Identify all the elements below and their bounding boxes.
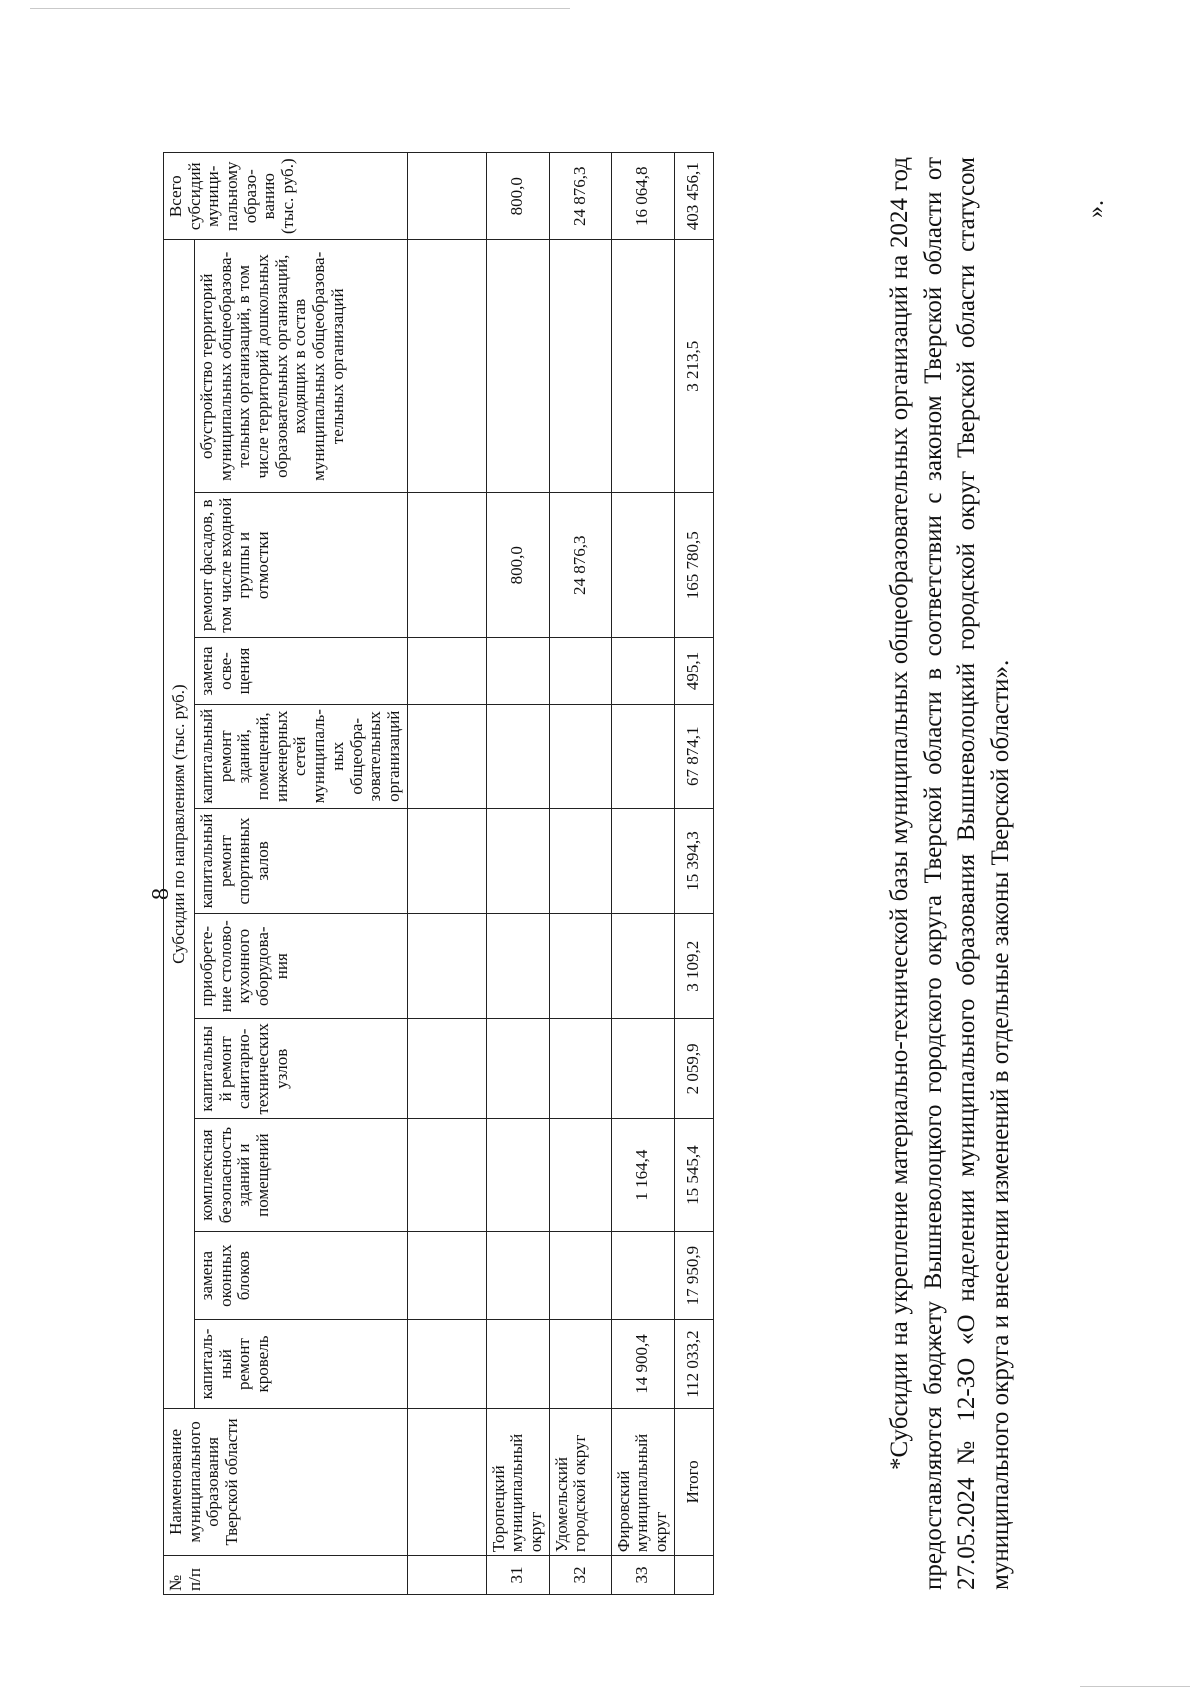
- cell: [611, 638, 674, 704]
- row-name: Удомельский городской округ: [549, 1408, 611, 1555]
- cell: [611, 914, 674, 1019]
- cell: 800,0: [486, 493, 549, 638]
- total-cell: 17 950,9: [674, 1231, 713, 1319]
- grand-total: 403 456,1: [674, 153, 713, 240]
- cell: [486, 1019, 549, 1119]
- header-col: комплексная безопасность зданий и помещений: [195, 1119, 408, 1232]
- header-col: обустройство территорий муниципальных общеобразова-тельных организаций, в том числе территорий дошкольных образовательных организаций, входящих в состав муниципальных общеобразова-тельных организаций: [195, 240, 408, 493]
- cell: [486, 1320, 549, 1408]
- cell: [611, 1019, 674, 1119]
- cell: [486, 638, 549, 704]
- cell: [611, 1231, 674, 1319]
- header-col: замена осве-щения: [195, 638, 408, 704]
- footnote-text: *Субсидии на укрепление материально-технической базы муниципальных общеобразовательных организаций на 2024 год предоставляются бюджету Вышневолоцкого городского округа Тверской области в соответствии с законом Тверской области от 27.05.2024 № 12-ЗО «О наделении муниципального образования Вышневолоцкий городской округ Тверской области статусом муниципального округа и внесении изменений в отдельные законы Тверской области».: [886, 157, 1014, 1590]
- cell: [486, 914, 549, 1019]
- header-col: капитальный ремонт санитарно-технических узлов: [195, 1019, 408, 1119]
- cell: [549, 1231, 611, 1319]
- total-cell: 3 109,2: [674, 914, 713, 1019]
- cell: 1 164,4: [611, 1119, 674, 1232]
- rotated-page: [0, 80, 1130, 1680]
- page-number: 8: [148, 888, 174, 900]
- header-col: приобрете-ние столово-кухонного оборудова-ния: [195, 914, 408, 1019]
- total-cell: 67 874,1: [674, 704, 713, 808]
- spacer-row: [407, 153, 486, 1595]
- header-col: замена оконных блоков: [195, 1231, 408, 1319]
- cell: [549, 704, 611, 808]
- scan-artifact: [30, 8, 570, 9]
- footnote: [883, 157, 1017, 1590]
- row-name: Торопецкий муниципальный округ: [486, 1408, 549, 1555]
- total-cell: 112 033,2: [674, 1320, 713, 1408]
- cell: [486, 1231, 549, 1319]
- total-cell: 15 545,4: [674, 1119, 713, 1232]
- totals-row: [674, 153, 713, 1595]
- totals-label: Итого: [674, 1408, 713, 1555]
- header-col: ремонт фасадов, в том числе входной группы и отмостки: [195, 493, 408, 638]
- cell: [549, 808, 611, 913]
- cell: [486, 1119, 549, 1232]
- header-directions: Субсидии по направлениям (тыс. руб.): [164, 240, 195, 1408]
- cell: [549, 638, 611, 704]
- row-total: 16 064,8: [611, 153, 674, 240]
- header-no: № п/п: [164, 1556, 408, 1595]
- header-col: капитальный ремонт спортивных залов: [195, 808, 408, 913]
- total-cell: 3 213,5: [674, 240, 713, 493]
- scan-artifact: [1080, 1686, 1190, 1687]
- row-no: 32: [549, 1556, 611, 1595]
- header-col: капиталь-ный ремонт кровель: [195, 1320, 408, 1408]
- row-total: 800,0: [486, 153, 549, 240]
- cell: [549, 1320, 611, 1408]
- total-cell: 2 059,9: [674, 1019, 713, 1119]
- cell: [549, 240, 611, 493]
- cell: [611, 240, 674, 493]
- cell: 24 876,3: [549, 493, 611, 638]
- subsidy-table: [163, 152, 714, 1595]
- row-no: 33: [611, 1556, 674, 1595]
- total-cell: 495,1: [674, 638, 713, 704]
- cell: 14 900,4: [611, 1320, 674, 1408]
- cell: [611, 493, 674, 638]
- totals-no: [674, 1556, 713, 1595]
- cell: [611, 704, 674, 808]
- cell: [486, 240, 549, 493]
- header-col: капитальный ремонт зданий, помещений, инженерных сетей муниципаль-ных общеобра-зовательных организаций: [195, 704, 408, 808]
- row-no: 31: [486, 1556, 549, 1595]
- cell: [486, 704, 549, 808]
- total-cell: 165 780,5: [674, 493, 713, 638]
- table-row: [486, 153, 549, 1595]
- row-total: 24 876,3: [549, 153, 611, 240]
- cell: [549, 1019, 611, 1119]
- row-name: Фировский муниципальный округ: [611, 1408, 674, 1555]
- header-total: Всего субсидий муници-пальному образо-ванию (тыс. руб.): [164, 153, 408, 240]
- cell: [486, 808, 549, 913]
- table-row: [611, 153, 674, 1595]
- table-row: [549, 153, 611, 1595]
- cell: [549, 914, 611, 1019]
- total-cell: 15 394,3: [674, 808, 713, 913]
- cell: [549, 1119, 611, 1232]
- cell: [611, 808, 674, 913]
- header-name: Наименование муниципального образования Тверской области: [164, 1408, 408, 1555]
- closing-quote: ».: [1083, 200, 1109, 218]
